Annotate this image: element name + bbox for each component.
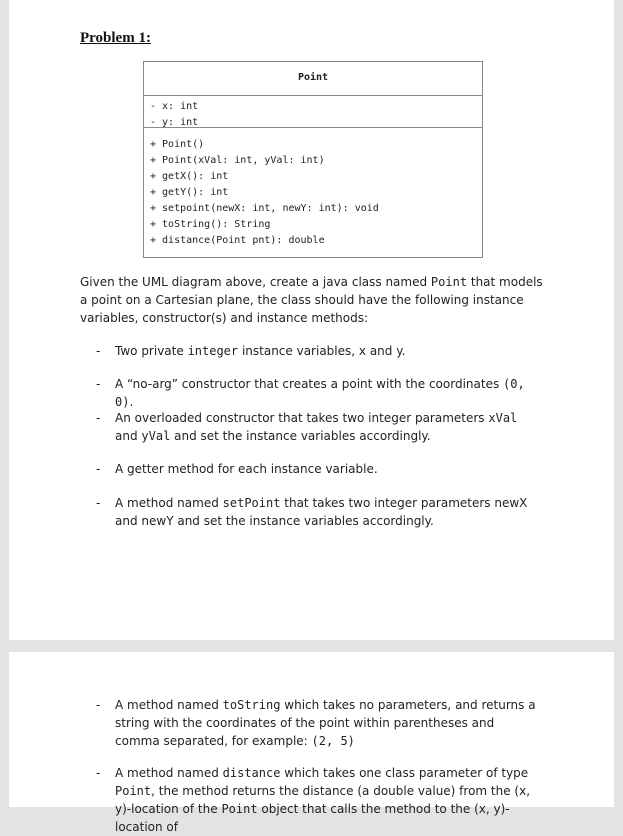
inline-code: distance — [222, 766, 281, 780]
uml-method: + getY(): int — [150, 187, 229, 198]
text-run: which takes one class parameter of type — [280, 766, 529, 780]
inline-code: Point — [430, 275, 468, 289]
uml-method: + setpoint(newX: int, newY: int): void — [150, 203, 379, 214]
inline-code: setPoint — [222, 496, 281, 510]
list-item-text — [115, 696, 536, 750]
inline-code: Point — [115, 784, 152, 798]
text-run: A method named — [115, 698, 223, 712]
inline-code: toString — [222, 698, 281, 712]
list-item-text — [115, 342, 536, 360]
intro-text: that models a point on a Cartesian plane, the class should have the following instance variables, constructor(s) and instance methods: — [80, 275, 543, 325]
bullet-dash: - — [96, 462, 101, 476]
text-run: that takes two integer parameters newX and newY and set the instance variables accordingly. — [115, 496, 528, 528]
text-run: object that calls the method to the (x, y)-location of — [115, 802, 510, 834]
list-item — [96, 696, 536, 750]
text-run: , the method returns the distance (a double value) from the (x, y)-location of the — [115, 784, 531, 816]
list-item-text — [115, 409, 536, 445]
uml-method: + toString(): String — [150, 219, 271, 230]
list-item — [96, 494, 536, 530]
text-run: A method named — [115, 766, 223, 780]
inline-code: Point — [221, 802, 258, 816]
text-run: A method named — [115, 496, 223, 510]
text-run: A “no-arg” constructor that creates a point with the coordinates — [115, 377, 504, 391]
text-run: . — [129, 395, 134, 409]
uml-method: + Point(xVal: int, yVal: int) — [150, 155, 325, 166]
uml-attribute: - x: int — [150, 101, 199, 112]
intro-text: Given the UML diagram above, create a java class named — [80, 275, 431, 289]
uml-method: + Point() — [150, 139, 205, 150]
uml-methods — [144, 128, 482, 257]
inline-code: (2, 5) — [311, 734, 355, 748]
uml-attribute: - y: int — [150, 117, 199, 128]
uml-method: + getX(): int — [150, 171, 229, 182]
bullet-dash: - — [96, 496, 101, 510]
document-page-2 — [9, 652, 614, 834]
bullet-dash: - — [96, 377, 101, 391]
list-item-text — [115, 494, 536, 530]
list-item-text: A getter method for each instance variable. — [115, 462, 378, 476]
list-item — [96, 342, 536, 360]
bullet-dash: - — [96, 766, 101, 780]
text-run: Two private — [115, 344, 188, 358]
inline-code: integer — [187, 344, 239, 358]
bullet-dash: - — [96, 698, 101, 712]
uml-class-name: Point — [144, 62, 482, 96]
inline-code: xVal — [488, 411, 518, 425]
inline-code: (0, 0) — [115, 377, 525, 409]
list-item-text — [115, 764, 536, 836]
uml-class-diagram — [143, 61, 483, 258]
list-item — [96, 460, 536, 478]
list-item — [96, 409, 536, 445]
list-item — [96, 375, 536, 411]
uml-attributes — [144, 96, 482, 128]
text-run: and set the instance variables accordingly. — [170, 429, 431, 443]
text-run: instance variables, x and y. — [238, 344, 406, 358]
text-run: and — [115, 429, 142, 443]
text-run: An overloaded constructor that takes two integer parameters — [115, 411, 489, 425]
bullet-dash: - — [96, 344, 101, 358]
text-run: which takes no parameters, and returns a string with the coordinates of the point within parentheses and comma separated, for example: — [115, 698, 536, 748]
uml-method: + distance(Point pnt): double — [150, 235, 325, 246]
list-item-text — [115, 375, 536, 411]
document-page-1 — [9, 0, 614, 640]
problem-title: Problem 1: — [80, 30, 151, 46]
intro-paragraph — [80, 273, 550, 327]
inline-code: yVal — [141, 429, 171, 443]
list-item — [96, 764, 536, 836]
bullet-dash: - — [96, 411, 101, 425]
